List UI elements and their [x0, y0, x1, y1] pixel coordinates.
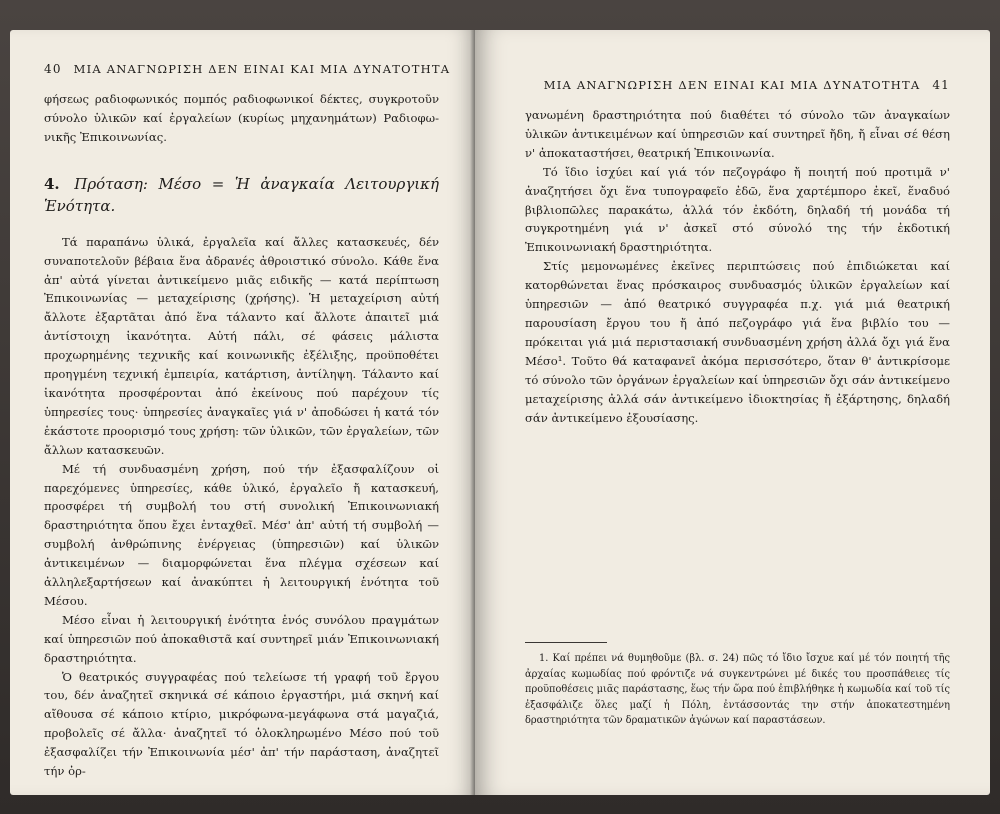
- paragraph: Μέσο εἶναι ἡ λειτουργική ἑνότητα ἑνός συνόλου πραγμάτων καί ὑπηρεσιῶν πού ἀποκαθιστᾶ καί συντηρεῖ μιάν Ἐπικοινωνιακή δραστηριότητα.: [44, 612, 439, 665]
- right-body: [525, 106, 950, 427]
- right-page-number: 41: [932, 78, 950, 92]
- section-heading: [44, 173, 439, 217]
- left-body: [44, 90, 439, 781]
- left-running-head: [44, 62, 451, 76]
- left-page: [10, 30, 475, 795]
- paragraph: γανωμένη δραστηριότητα πού διαθέτει τό σύνολο τῶν ἀναγκαίων ὑλικῶν ἀντικειμένων καί ὑπηρεσιῶν καί συντηρεῖ ἤδη, ἤ εἶναι σέ θέση ν' ἀποκαταστήσει, θεατρική Ἐπικοινωνία.: [525, 108, 950, 160]
- paragraph: Μέ τή συνδυασμένη χρήση, πού τήν ἐξασφαλίζουν οἱ παρεχόμενες ὑπηρεσίες, κάθε ὑλικό, ἐργαλεῖο ἤ κατασκευή, προσφέρει τή συμβολή του στή συνολική Ἐπικοινωνιακή δραστηριότητα ὅπου ἔχει ἐνταχθεῖ. Μέσ' ἀπ' αὐτή τή συμβολή — συμβολή ἀνθρώπινης ἐνέργειας (ὑπηρεσιῶν) καί ὑλικῶν ἀντικειμένων — διαμορφώνεται ἕνα πλέγμα σχέσεων καί ἀλληλεξαρτήσεων καί ἀνακύπτει ἡ λειτουργική ἑνότητα τοῦ Μέσου.: [44, 461, 439, 608]
- paragraph: Στίς μεμονωμένες ἐκεῖνες περιπτώσεις πού ἐπιδιώκεται καί κατορθώνεται ἕνας πρόσκαιρος συνδυασμός ὑλικῶν ἐργαλείων καί ὑπηρεσιῶν — ἀπό θεατρικό συγγραφέα π.χ. γιά μιά θεατρική παρουσίαση ἔργου του ἤ ἀπό πεζογράφο γιά ἕνα βιβλίο του — πρόκειται γιά μιά περιστασιακή συνδυασμένη χρήση ἀλλά ὄχι γιά ἕνα Μέσο¹. Τοῦτο θά καταφανεῖ ἀκόμα περισσότερο, ὅταν θ' ἀντικρίσομε τό σύνολο τῶν ὀργάνων ἐργαλείων καί ὑπηρεσιῶν ὄχι σάν ἀντικείμενο μεταχείρισης ἀλλά σάν ἀντικείμενο ἰδιοκτησίας ἤ ἐξάρτησης, δηλαδή σάν ἀντικείμενο ἐξουσίασης.: [525, 259, 950, 425]
- opening-paragraph: φήσεως ραδιοφωνικός πομπός ραδιοφωνικοί δέκτες, συγκροτοῦν σύνολο ὑλικῶν καί ἐργαλείων (κυρίως μηχανημάτων) Ραδιοφω-νικῆς Ἐπικοινωνίας.: [44, 92, 439, 144]
- left-page-number: 40: [44, 62, 62, 76]
- paragraph: Τά παραπάνω ὑλικά, ἐργαλεῖα καί ἄλλες κατασκευές, δέν συναποτελοῦν βέβαια ἕνα ἀδρανές ἀθροιστικό σύνολο. Κάθε ἕνα ἀπ' αὐτά γίνεται ἀντικείμενο μιᾶς ειδικῆς — κατά περίπτωση Ἐπικοινωνίας — μεταχείρισης (χρήσης). Ἡ μεταχείριση αὐτή ἄλλοτε ἐξαρτᾶται ἀπό ἕνα τάλαντο καί ἄλλοτε ἀπαιτεῖ μιά ἀντίστοιχη ἱκανότητα. Αὐτή πάλι, σέ φάσεις μάλιστα προχωρημένης τεχνικῆς καί κοινωνικῆς ἐξέλιξης, προϋποθέτει προηγμένη τεχνική ἐμπειρία, κατάρτιση, ἀντίληψη. Τάλαντο καί ἱκανότητα προσφέρονται ἀπό ἐκείνους πού παρέχουν τίς ὑπηρεσίες τους· ὑπηρεσίες ἀναγκαῖες γιά ν' ἀποδώσει ἡ κατά τόν ἑκάστοτε προορισμό τους χρήση: τῶν ὑλικῶν, τῶν ἐργαλείων, τῶν ἄλλων κατασκευῶν.: [44, 234, 439, 457]
- paragraph: Τό ἴδιο ἰσχύει καί γιά τόν πεζογράφο ἤ ποιητή πού προτιμᾶ ν' ἀναζητήσει ὄχι ἕνα τυπογραφεῖο ἐδῶ, ἕνα χαρτέμπορο ἐκεῖ, ἕναδυό βιβλιοπῶλες παρακάτω, ἀλλά τόν ἐκδότη, δηλαδή τή μονάδα τή συγκροτημένη γιά ν' ἀσκεῖ στό σύνολό της τήν ἐκδοτική Ἐπικοινωνιακή δραστηριότητα.: [525, 164, 950, 255]
- footnote: 1. Καί πρέπει νά θυμηθοῦμε (βλ. σ. 24) πῶς τό ἴδιο ἴσχυε καί μέ τόν ποιητή τῆς ἀρχαίας κωμωδίας πού φρόντιζε νά συγκεντρώνει μέ δικές του προσπάθειες τίς προϋποθέσεις μιᾶς παράστασης, ἕως τήν ὥρα πού ἐπιβλήθηκε ἡ κωμωδία καί τοῦ τίς ἐξασφάλιζε ὅλες μαζί ἡ Πόλη, ἐντάσσοντάς την στήν ἀποκατεστημένη δραστηριότητα τῶν δραματικῶν ἀγώνων καί παραστάσεων.: [525, 653, 950, 727]
- right-page: [475, 30, 990, 795]
- right-running-head: [525, 78, 950, 92]
- footnotes: [525, 642, 950, 729]
- section-title: Πρόταση: Μέσο = Ἡ ἀναγκαία Λειτουργική Ἑνότητα.: [44, 174, 439, 215]
- footnote-rule: [525, 642, 607, 643]
- right-running-title: ΜΙΑ ΑΝΑΓΝΩΡΙΣΗ ΔΕΝ ΕΙΝΑΙ ΚΑΙ ΜΙΑ ΔΥΝΑΤΟΤΗΤΑ: [543, 78, 921, 92]
- paragraph: Ὁ θεατρικός συγγραφέας πού τελείωσε τή γραφή τοῦ ἔργου του, δέν ἀναζητεῖ σκηνικά σέ κάποιο ἐργαστήρι, μιά σκηνή καί αἴθουσα σέ κάποιο κτίριο, μικρόφωνα-μεγάφωνα στά μαγαζιά, προβολεῖς σέ ἄλλα· ἀναζητεῖ τό ὁλοκληρωμένο Μέσο πού τοῦ ἐξασφαλίζει τήν Ἐπικοινωνία μέσ' ἀπ' τήν παράσταση, ἀναζητεῖ τήν ὀρ-: [44, 669, 439, 779]
- section-number: 4.: [44, 174, 60, 193]
- left-running-title: ΜΙΑ ΑΝΑΓΝΩΡΙΣΗ ΔΕΝ ΕΙΝΑΙ ΚΑΙ ΜΙΑ ΔΥΝΑΤΟΤΗΤΑ: [73, 62, 451, 76]
